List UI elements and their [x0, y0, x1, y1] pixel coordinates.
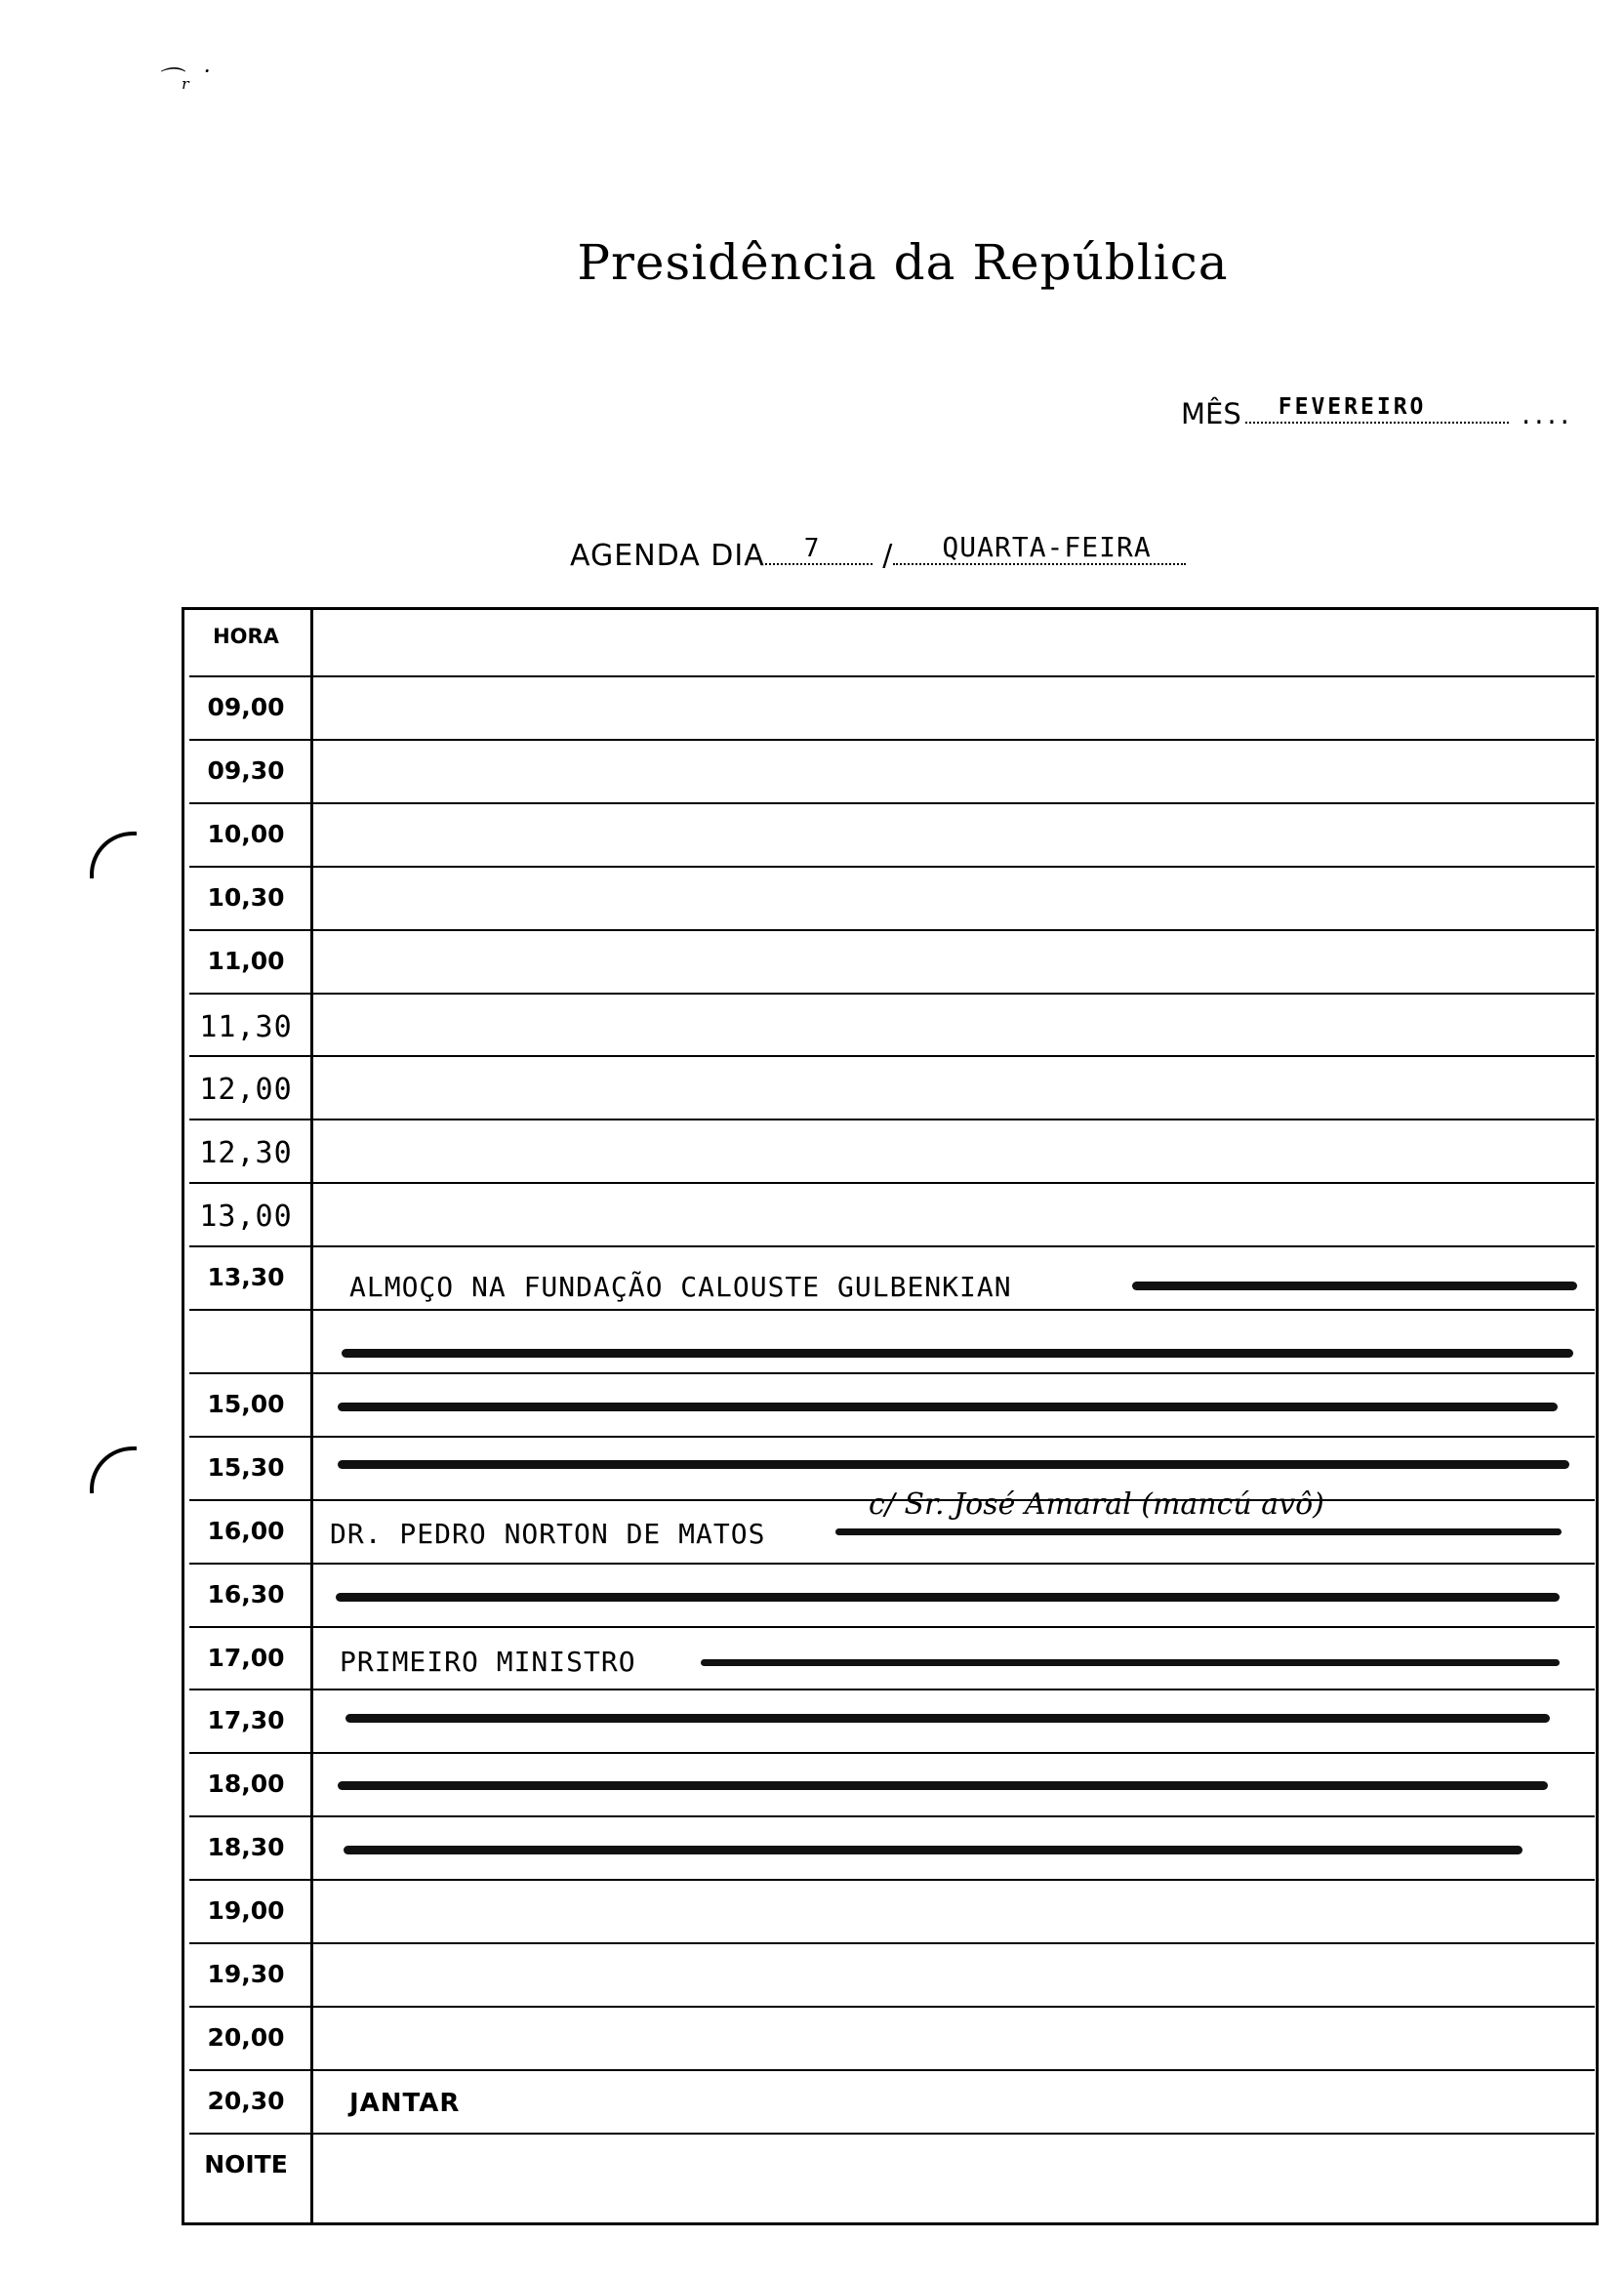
- hour-label: 20,00: [207, 2023, 285, 2052]
- hour-label: 19,30: [207, 1960, 285, 1988]
- binder-hole-top: [90, 832, 137, 878]
- hour-label: 15,00: [207, 1390, 285, 1418]
- agenda-table: [182, 607, 1599, 2225]
- entry-line: [338, 1781, 1548, 1790]
- row-separator: [189, 1626, 1595, 1628]
- row-separator: [189, 1309, 1595, 1311]
- hour-label: 10,30: [207, 883, 285, 912]
- entry-line: [835, 1528, 1562, 1535]
- row-separator: [189, 866, 1595, 868]
- hour-label: 12,00: [199, 1073, 293, 1107]
- row-separator: [189, 675, 1595, 677]
- hour-label: 13,00: [199, 1200, 293, 1234]
- entry-line: [344, 1846, 1522, 1854]
- hour-label: 19,00: [207, 1896, 285, 1925]
- row-separator: [189, 2069, 1595, 2071]
- entry-line: [701, 1659, 1560, 1666]
- row-separator: [189, 2006, 1595, 2008]
- corner-scribble: ⌒ᵣ ˙: [156, 66, 212, 96]
- entry-primeiro-ministro: PRIMEIRO MINISTRO: [340, 1646, 636, 1678]
- entry-norton-note: c/ Sr. José Amaral (mancú avô): [869, 1487, 1324, 1522]
- row-separator: [189, 929, 1595, 931]
- hour-label: 09,00: [207, 693, 285, 721]
- agenda-day-field: [570, 531, 1186, 573]
- row-separator: [189, 1055, 1595, 1057]
- month-label: MÊS: [1181, 397, 1241, 430]
- hour-label: NOITE: [204, 2150, 288, 2178]
- row-separator: [189, 1752, 1595, 1754]
- entry-jantar: JANTAR: [349, 2089, 461, 2118]
- hour-label: 12,30: [199, 1136, 293, 1170]
- hour-label: 18,00: [207, 1770, 285, 1798]
- row-separator: [189, 739, 1595, 741]
- hour-label: 17,00: [207, 1644, 285, 1672]
- row-separator: [189, 1563, 1595, 1565]
- entry-line: [342, 1349, 1573, 1358]
- hour-label: 16,00: [207, 1517, 285, 1545]
- row-separator: [189, 1815, 1595, 1817]
- row-separator: [189, 993, 1595, 995]
- entry-line: [345, 1714, 1550, 1723]
- agenda-day: 7: [803, 534, 821, 563]
- entry-almoco: ALMOÇO NA FUNDAÇÃO CALOUSTE GULBENKIAN: [349, 1271, 1012, 1303]
- row-separator: [189, 1245, 1595, 1247]
- agenda-separator: /: [882, 539, 894, 573]
- hour-label: 11,00: [207, 947, 285, 975]
- hour-label: 11,30: [199, 1010, 293, 1044]
- row-separator: [189, 2133, 1595, 2135]
- row-separator: [189, 1119, 1595, 1120]
- row-separator: [189, 1879, 1595, 1881]
- hour-label: 15,30: [207, 1453, 285, 1482]
- row-separator: [189, 1436, 1595, 1438]
- hour-label: 16,30: [207, 1580, 285, 1608]
- binder-hole-bottom: [90, 1446, 137, 1493]
- entry-line: [338, 1460, 1569, 1469]
- month-field: MÊS FEVEREIRO ....: [1181, 394, 1573, 430]
- row-separator: [189, 1689, 1595, 1690]
- hour-label: 09,30: [207, 756, 285, 785]
- hour-label: 20,30: [207, 2087, 285, 2115]
- agenda-weekday: QUARTA-FEIRA: [942, 531, 1152, 563]
- row-separator: [189, 802, 1595, 804]
- hour-column-divider: [310, 607, 313, 2225]
- hour-label: 10,00: [207, 820, 285, 848]
- row-separator: [189, 1942, 1595, 1944]
- hour-header: HORA: [213, 625, 279, 648]
- row-separator: [189, 1372, 1595, 1374]
- entry-line: [338, 1403, 1558, 1411]
- entry-norton: DR. PEDRO NORTON DE MATOS: [330, 1518, 766, 1550]
- hour-label: 13,30: [207, 1263, 285, 1291]
- row-separator: [189, 1182, 1595, 1184]
- entry-line: [336, 1593, 1560, 1602]
- page-title: Presidência da República: [577, 234, 1229, 291]
- hour-label: 17,30: [207, 1706, 285, 1734]
- entry-line: [1132, 1282, 1577, 1290]
- month-value: FEVEREIRO: [1278, 394, 1427, 420]
- hour-label: 18,30: [207, 1833, 285, 1861]
- agenda-label: AGENDA DIA: [570, 539, 765, 573]
